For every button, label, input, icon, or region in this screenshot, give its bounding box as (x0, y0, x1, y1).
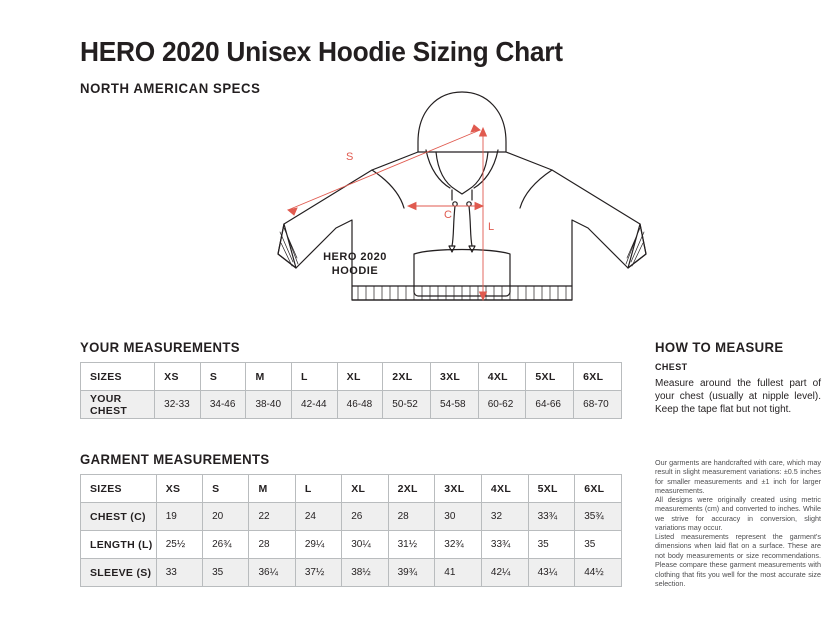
column-header-xs: XS (156, 475, 202, 503)
page-title: HERO 2020 Unisex Hoodie Sizing Chart (80, 36, 563, 67)
cell-length-2xl: 31½ (388, 531, 435, 559)
column-header-sizes: SIZES (81, 475, 157, 503)
cell-length-xl: 30¼ (342, 531, 388, 559)
table-header-row (81, 475, 622, 503)
cell-length-6xl: 35 (575, 531, 622, 559)
cell-chest-6xl: 35¾ (575, 503, 622, 531)
column-header-6xl: 6XL (575, 475, 622, 503)
cell-sleeve-s: 35 (203, 559, 249, 587)
your-measurements-heading: YOUR MEASUREMENTS (80, 339, 240, 355)
product-label-line1: HERO 2020 (323, 251, 387, 263)
cell-sleeve-2xl: 39¾ (388, 559, 435, 587)
table-row (81, 503, 622, 531)
column-header-4xl: 4XL (478, 363, 526, 391)
cell-chest-3xl: 30 (435, 503, 482, 531)
marker-chest: C (444, 209, 452, 221)
column-header-s: S (200, 363, 246, 391)
cell-chest-5xl: 33¾ (528, 503, 575, 531)
column-header-3xl: 3XL (435, 475, 482, 503)
cell-your-chest-l: 42-44 (292, 391, 338, 419)
cell-your-chest-2xl: 50-52 (383, 391, 431, 419)
marker-length: L (488, 221, 495, 233)
cell-chest-4xl: 32 (481, 503, 528, 531)
how-to-measure-subheading: CHEST (655, 362, 688, 372)
cell-your-chest-4xl: 60-62 (478, 391, 526, 419)
table-row (81, 559, 622, 587)
cell-length-l: 29¼ (295, 531, 341, 559)
garment-measurements-heading: GARMENT MEASUREMENTS (80, 451, 270, 467)
column-header-5xl: 5XL (528, 475, 575, 503)
cell-length-5xl: 35 (528, 531, 575, 559)
column-header-m: M (249, 475, 295, 503)
hoodie-illustration (240, 78, 660, 328)
column-header-6xl: 6XL (574, 363, 622, 391)
cell-your-chest-s: 34-46 (200, 391, 246, 419)
product-label-line2: HOODIE (331, 265, 379, 277)
cell-your-chest-3xl: 54-58 (430, 391, 478, 419)
cell-sleeve-m: 36¼ (249, 559, 295, 587)
cell-sleeve-xl: 38½ (342, 559, 388, 587)
column-header-s: S (203, 475, 249, 503)
cell-length-3xl: 32¾ (435, 531, 482, 559)
your-measurements-table (80, 362, 622, 419)
how-to-measure-heading: HOW TO MEASURE (655, 339, 784, 355)
cell-chest-2xl: 28 (388, 503, 435, 531)
column-header-4xl: 4XL (481, 475, 528, 503)
cell-sleeve-4xl: 42¼ (481, 559, 528, 587)
cell-your-chest-5xl: 64-66 (526, 391, 574, 419)
cell-length-4xl: 33¾ (481, 531, 528, 559)
page-subtitle: NORTH AMERICAN SPECS (80, 80, 261, 96)
table-row (81, 391, 622, 419)
cell-your-chest-xs: 32-33 (155, 391, 201, 419)
marker-sleeve: S (346, 151, 354, 163)
disclaimer-note-3: Listed measurements represent the garment's dimensions when laid flat on a surface. These are not body measurements or size recommendations. Please compare these garment measurements with clothing that fits you well for the most accurate size selection. (655, 532, 821, 589)
column-header-xl: XL (337, 363, 383, 391)
cell-chest-m: 22 (249, 503, 295, 531)
cell-sleeve-5xl: 43¼ (528, 559, 575, 587)
column-header-sizes: SIZES (81, 363, 155, 391)
garment-measurements-table (80, 474, 622, 587)
row-label-chest: CHEST (C) (81, 503, 157, 531)
cell-your-chest-6xl: 68-70 (574, 391, 622, 419)
cell-chest-s: 20 (203, 503, 249, 531)
column-header-xs: XS (155, 363, 201, 391)
column-header-m: M (246, 363, 292, 391)
column-header-2xl: 2XL (383, 363, 431, 391)
disclaimer-note-1: Our garments are handcrafted with care, which may result in slight measurement variations: ±0.5 inches for smaller measurements and ±1 inch for larger measurements. (655, 458, 821, 496)
cell-length-s: 26¾ (203, 531, 249, 559)
column-header-2xl: 2XL (388, 475, 435, 503)
cell-chest-xl: 26 (342, 503, 388, 531)
column-header-3xl: 3XL (430, 363, 478, 391)
row-label-length: LENGTH (L) (81, 531, 157, 559)
column-header-l: L (292, 363, 338, 391)
cell-sleeve-l: 37½ (295, 559, 341, 587)
cell-chest-xs: 19 (156, 503, 202, 531)
cell-length-xs: 25½ (156, 531, 202, 559)
row-label-your-chest: YOUR CHEST (81, 391, 155, 419)
column-header-xl: XL (342, 475, 388, 503)
cell-chest-l: 24 (295, 503, 341, 531)
cell-sleeve-xs: 33 (156, 559, 202, 587)
cell-length-m: 28 (249, 531, 295, 559)
cell-sleeve-6xl: 44½ (575, 559, 622, 587)
disclaimer-note-2: All designs were originally created using metric measurements (cm) and converted to inches. While we strive for accuracy in conversion, slight variations may occur. (655, 495, 821, 533)
column-header-5xl: 5XL (526, 363, 574, 391)
row-label-sleeve: SLEEVE (S) (81, 559, 157, 587)
table-row (81, 531, 622, 559)
table-header-row (81, 363, 622, 391)
cell-sleeve-3xl: 41 (435, 559, 482, 587)
cell-your-chest-xl: 46-48 (337, 391, 383, 419)
how-to-measure-body: Measure around the fullest part of your chest (usually at nipple level). Keep the tape flat but not tight. (655, 378, 821, 415)
product-label (300, 250, 410, 278)
cell-your-chest-m: 38-40 (246, 391, 292, 419)
column-header-l: L (295, 475, 341, 503)
